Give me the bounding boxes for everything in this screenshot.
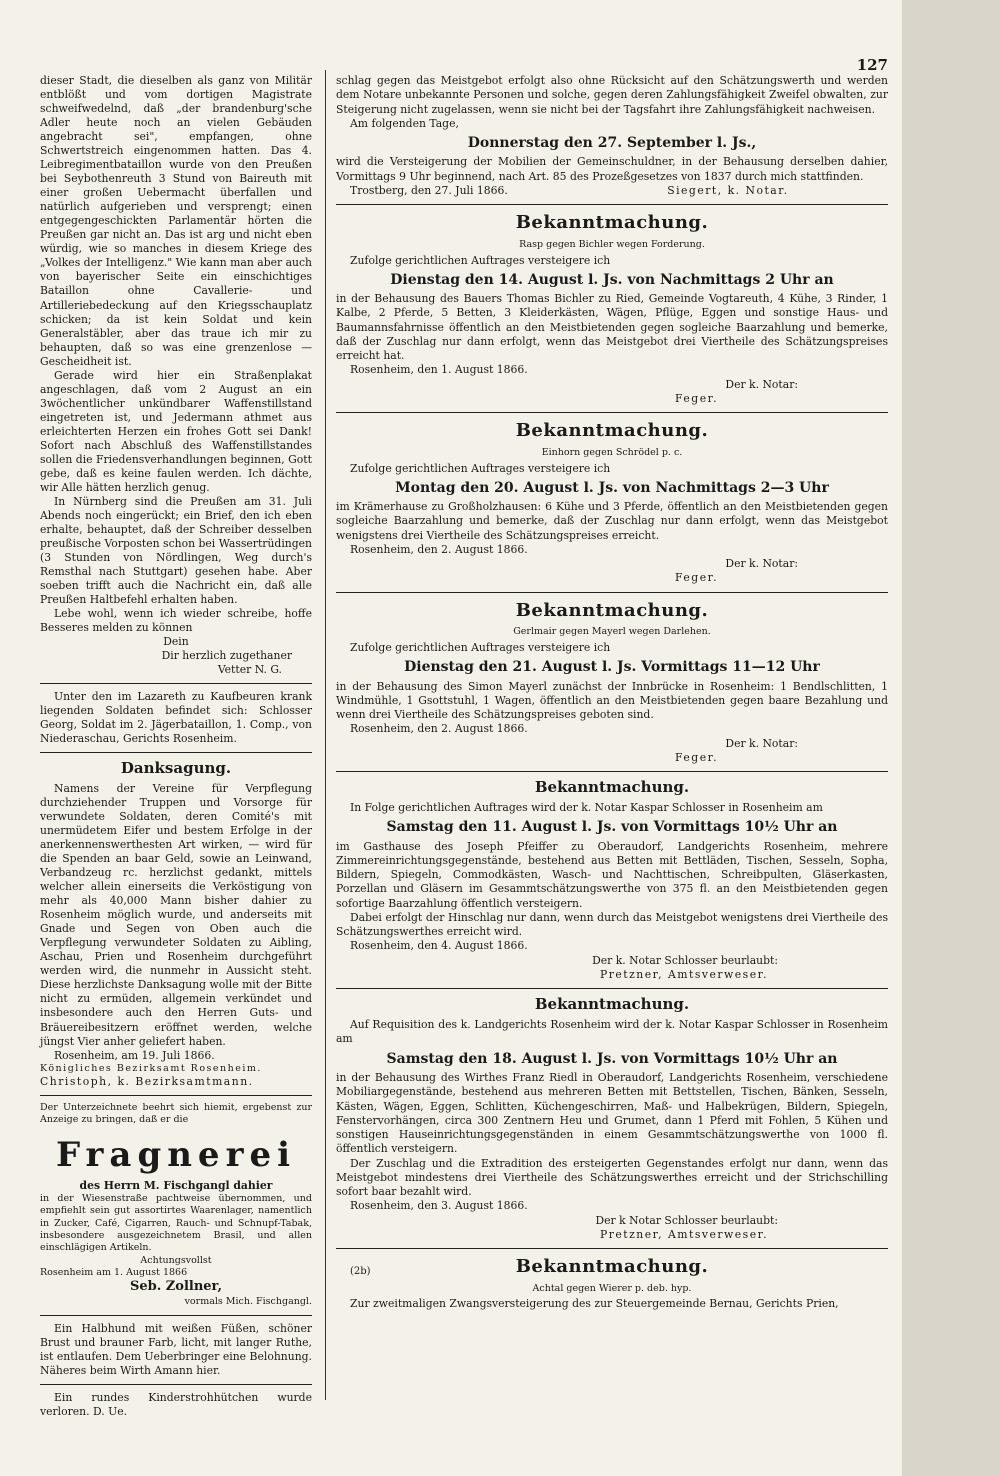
danksagung-sign: Christoph, k. Bezirksamtmann. [40,1074,254,1088]
continued-text: wird die Versteigerung der Mobilien der Gemeinschuldner, in der Behausung derselben dahier, Vormittags 9 Uhr beginnend, nach Art. 85 des Prozeßgesetzes von 1837 durch mich stattfinden. [336,155,888,183]
notice-case: Rasp gegen Bichler wegen Forderung. [519,238,705,250]
continued-sign: Siegert, k. Notar. [667,183,789,197]
divider [40,1384,312,1385]
right-column [336,74,888,1312]
hund-notice: Ein Halbhund mit weißen Füßen, schöner Brust und brauner Farb, licht, mit langer Ruthe, ist entlaufen. Dem Ueberbringer eine Belohnung. Näheres beim Wirth Amann hier. [40,1321,312,1377]
notice-place: Rosenheim, den 2. August 1866. [350,542,528,556]
divider [336,988,888,989]
notice-text: in der Behausung des Simon Mayerl zunächst der Innbrücke in Rosenheim: 1 Bendlschlitten, 1 Windmühle, 1 Gsottstuhl, 1 Wagen, öffentlich an den Meistbietenden gegen baare Bezahlung und wenn drei Viertheile des Schätzungspreises geboten sind. [336,679,888,722]
article-paragraph: In Nürnberg sind die Preußen am 31. Juli Abends noch eingerückt; ein Brief, den ich eben erhalte, behauptet, daß der Schreiber desselben preußische Vorposten schon bei Wassertrüdingen (3 Stunden von Nördlingen, Weg durch's Remsthal nach Stuttgart) gesehen habe. Aber soeben trifft auch die Nachricht ein, daß alle Preußen Haltbefehl erhalten haben. [40,494,312,607]
notice-intro: Zufolge gerichtlichen Auftrages versteigere ich [350,641,611,654]
notice-sign: Der k. Notar: [725,377,798,391]
letter-closing: Dir herzlich zugethaner [161,649,292,663]
notice-case: Achtal gegen Wierer p. deb. hyp. [532,1282,692,1294]
notice-sign: Der k. Notar Schlosser beurlaubt: [592,953,778,967]
danksagung-heading: Danksagung. [120,759,232,778]
notice-heading: Bekanntmachung. [515,599,709,621]
fragnerei-title: Fragnerei [55,1134,297,1175]
article-paragraph: Lebe wohl, wenn ich wieder schreibe, hoffe Besseres melden zu können [40,607,312,635]
notice-intro: Zufolge gerichtlichen Auftrages versteigere ich [350,461,611,475]
column-divider [325,70,326,1400]
notice-place: Rosenheim, den 4. August 1866. [350,939,528,953]
fragnerei-regards: Achtungsvollst [140,1254,212,1266]
fragnerei-signature: Seb. Zollner, [130,1279,222,1295]
article-paragraph: dieser Stadt, die dieselben als ganz von Militär entblößt und vom dortigen Magistrate schweifwedelnd, daß „der brandenburg'sche Adler heute noch an vielen Gebäuden angebracht sei", empfangen, ohne Schwertstreich eingenommen hatten. Das 4. Leibregimentbataillon wurde von den Preußen bei Seybothenreuth 3 Stund von Baireuth mit einer großen Uebermacht überfallen und natürlich aufgerieben und versprengt; einen entgegengeschickten Parlamentär hörten die Preußen gar nicht an. Das ist arg und nicht eben würdig, wie so manches in diesem Kriege des „Volkes der Intelligenz." Wie kann man aber auch von bayerischer Seite ein einschichtiges Bataillon ohne Cavallerie- und Artilleriebedeckung auf den Kriegsschauplatz schicken; da ist kein Soldat und kein Generalstäbler, aber das traue ich mir zu behaupten, daß so was eine grenzenlose — Gescheidheit ist. [40,74,312,368]
letter-signature: Vetter N. G. [217,663,282,677]
auction-date: Dienstag den 21. August l. Js. Vormittags 11—12 Uhr [404,659,820,676]
auction-date: Donnerstag den 27. September l. Js., [467,135,757,151]
notice-place: Rosenheim, den 3. August 1866. [350,1199,528,1213]
notice-place: Rosenheim, den 1. August 1866. [350,363,528,377]
divider [40,1095,312,1096]
notice-intro: Auf Requisition des k. Landgerichts Rosenheim wird der k. Notar Kaspar Schlosser in Rosenheim am [336,1018,888,1046]
fragnerei-signature: vormals Mich. Fischgangl. [184,1296,312,1308]
divider [336,412,888,413]
danksagung-date: Rosenheim, am 19. Juli 1866. [54,1048,215,1062]
auction-date: Samstag den 11. August l. Js. von Vormittags 10½ Uhr an [386,819,838,836]
auction-date: Dienstag den 14. August l. Js. von Nachmittags 2 Uhr an [390,271,834,288]
continued-place: Trostberg, den 27. Juli 1866. [350,183,508,197]
notice-sign: Der k Notar Schlosser beurlaubt: [595,1213,778,1227]
notice-text: Zur zweitmaligen Zwangsversteigerung des zur Steuergemeinde Bernau, Gerichts Prien, [350,1297,839,1311]
fragnerei-owner: des Herrn M. Fischgangl dahier [79,1178,273,1192]
divider [336,204,888,205]
fragnerei-text: in der Wiesenstraße pachtweise übernommen, und empfiehlt sein gut assortirtes Waarenlager, namentlich in Zucker, Café, Cigarren, Rauch- und Schnupf-Tabak, insbesondere ausgezeichnetem Brasil, und allen einschlägigen Artikeln. [40,1192,312,1254]
letter-closing: Dein [163,635,189,649]
notice-heading: Bekanntmachung. [534,778,690,797]
divider [336,592,888,593]
right-page-edge [902,0,1000,1476]
notice-sign: Pretzner, Amtsverweser. [599,1227,768,1241]
notice-sign: Der k. Notar: [725,736,798,750]
fragnerei-intro: Der Unterzeichnete beehrt sich hiemit, ergebenst zur Anzeige zu bringen, daß er die [40,1101,312,1126]
auction-date: Samstag den 18. August l. Js. von Vormittags 10½ Uhr an [386,1050,838,1067]
continued-following: Am folgenden Tage, [350,116,459,130]
fragnerei-date: Rosenheim am 1. August 1866 [40,1266,188,1278]
notice-text: in der Behausung des Bauers Thomas Bichler zu Ried, Gemeinde Vogtareuth, 4 Kühe, 3 Rinder, 1 Kalbe, 2 Pferde, 5 Betten, 3 Kleiderkästen, Wägen, Pflüge, Eggen und sonstige Haus- und Baumannsfahrnisse öffentlich an den Meistbietenden gegen sogleiche Baarzahlung und bemerke, daß der Zuschlag nur dann erfolgt, wenn das Meistgebot drei Viertheile des Schätzungspreises erreicht hat. [336,292,888,363]
notice-heading: Bekanntmachung. [534,995,690,1014]
danksagung-sign: Königliches Bezirksamt Rosenheim. [40,1062,262,1074]
notice-heading: Bekanntmachung. [515,1256,709,1277]
divider [40,752,312,753]
notice-case: Gerlmair gegen Mayerl wegen Darlehen. [513,626,711,638]
notice-text: Dabei erfolgt der Hinschlag nur dann, wenn durch das Meistgebot wenigstens drei Viertheile des Schätzungswerthes erreicht wird. [336,910,888,939]
divider [336,1248,888,1249]
notice-heading: Bekanntmachung. [515,212,709,234]
notice-sign: Feger. [675,391,718,405]
continued-text: schlag gegen das Meistgebot erfolgt also ohne Rücksicht auf den Schätzungswerth und werden dem Notare unbekannte Personen und solche, gegen deren Zahlungsfähigkeit Zweifel obwalten, zur Steigerung nicht zugelassen, wenn sie nicht bei der Tagsfahrt ihre Zahlungsfähigkeit nachweisen. [336,74,888,116]
notice-sign: Der k. Notar: [725,557,798,571]
article-paragraph: Gerade wird hier ein Straßenplakat angeschlagen, daß vom 2 August an ein 3wöchentlicher unkündbarer Waffenstillstand eingetreten ist, und Jedermann athmet aus erleichterten Herzen ein frohes Gott sei Dank! Sofort nach Abschluß des Waffenstillstandes sollen die Friedensverhandlungen beginnen, Gott gebe, daß es keine faulen werden. Ich dächte, wir Alle hätten herzlich genug. [40,368,312,494]
auction-date: Montag den 20. August l. Js. von Nachmittags 2—3 Uhr [395,479,829,496]
notice-sign: Feger. [675,571,718,585]
divider [40,1315,312,1316]
notice-text: Der Zuschlag und die Extradition des ersteigerten Gegenstandes erfolgt nur dann, wenn das Meistgebot mindestens drei Viertheile des Schätzungswerthes erreicht und der Strichschilling sofort baar bezahlt wird. [336,1156,888,1198]
hut-notice: Ein rundes Kinderstrohhütchen wurde verloren. D. Ue. [40,1390,312,1418]
notice-sign: Feger. [675,750,718,764]
lazareth-notice: Unter den im Lazareth zu Kaufbeuren krank liegenden Soldaten befindet sich: Schlosser Georg, Soldat im 2. Jägerbataillon, 1. Comp., von Niederaschau, Gerichts Rosenheim. [40,690,312,746]
notice-intro: Zufolge gerichtlichen Auftrages versteigere ich [350,253,611,267]
notice-intro: In Folge gerichtlichen Auftrages wird der k. Notar Kaspar Schlosser in Rosenheim am [350,801,823,815]
notice-text: in der Behausung des Wirthes Franz Riedl in Oberaudorf, Landgerichts Rosenheim, verschiedene Mobiliargegenstände, bestehend aus mehreren Betten mit Bettstellen, Tischen, Bänken, Sesseln, Kästen, Wägen, Eggen, Schlitten, Küchengeschirren, Maß- und Halbekrügen, Bildern, Spiegeln, Fenstervorhängen, circa 300 Zentnern Heu und Grumet, dann 1 Pferd mit Fohlen, 5 Kühen und sonstigen Hauseinrichtungsgegenständen in einem Gesammtschätzungswerthe von 1000 fl. öffentlich versteigern. [336,1071,888,1156]
notice-marker: (2b) [350,1266,371,1277]
notice-place: Rosenheim, den 2. August 1866. [350,722,528,736]
page-number: 127 [856,56,888,74]
left-column [40,74,312,1419]
notice-text: im Krämerhause zu Großholzhausen: 6 Kühe und 3 Pferde, öffentlich an den Meistbietenden gegen sogleiche Baarzahlung und bemerke, daß der Zuschlag nur dann erfolgt, wenn das Meistgebot wenigstens drei Viertheile des Schätzungspreises erreicht. [336,500,888,542]
notice-case: Einhorn gegen Schrödel p. c. [541,446,683,458]
danksagung-text: Namens der Vereine für Verpflegung durchziehender Truppen und Vorsorge für verwundete Soldaten, deren Comité's mit unermüdetem Eifer und bestem Erfolge in der anerkennenswerthesten Art wirken, — wird für die Spenden an baar Geld, sowie an Leinwand, Verbandzeug rc. herzlichst gedankt, mittels welcher allein einerseits die Verköstigung von mehr als 40,000 Mann bisher dahier zu Rosenheim möglich wurde, und anderseits mit Gnade und Segen von Oben auch die Verpflegung verwundeter Soldaten zu Aibling, Aschau, Prien und Rosenheim durchgeführt werden wird, die nunmehr in Aussicht steht. Diese herzlichste Danksagung wolle mit der Bitte nicht zu ermüden, allgemein verkündet und insbesondere auch den Herren Guts- und Bräuereibesitzern eröffnet werden, welche jüngst Vier anher geliefert haben. [40,781,312,1048]
divider [336,771,888,772]
notice-heading: Bekanntmachung. [515,420,709,442]
notice-text: im Gasthause des Joseph Pfeiffer zu Oberaudorf, Landgerichts Rosenheim, mehrere Zimmereinrichtungsgegenstände, bestehend aus Betten mit Bettläden, Tischen, Sesseln, Sopha, Bildern, Spiegeln, Commodkästen, Wasch- und Nachttischen, Schreibpulten, Gläserkasten, Porzellan und Gläsern im Gesammtschätzungswerthe von 375 fl. an den Meistbietenden gegen sofortige Baarzahlung öffentlich versteigern. [336,839,888,910]
divider [40,683,312,684]
notice-sign: Pretzner, Amtsverweser. [599,967,768,981]
